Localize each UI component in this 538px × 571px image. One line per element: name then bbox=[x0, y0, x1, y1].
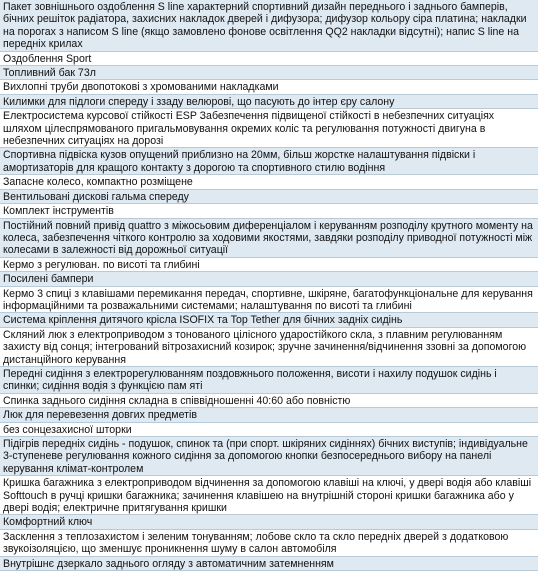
list-item: без сонцезахисної шторки bbox=[0, 423, 538, 437]
list-item: Постійний повний привід quattro з міжосьовим диференціалом і керуванням розподілу крутного моменту на колеса, забезпечення чіткого контролю за ходовими якостями, завдяки розподілу приводної потужності між колесами в залежності від дорожньої ситуації bbox=[0, 219, 538, 258]
list-item: Підігрів передніх сидінь - подушок, спинок та (при спорт. шкіряних сидіннях) бічних виступів; індивідуальне 3-ступеневе регулювання кожного сидіння за допомогою кнопки безпосереднього вибору на панелі керування клімат-контролем bbox=[0, 437, 538, 476]
list-item: Передні сидіння з електрорегулюванням поздовжнього положення, висоти і нахилу подушок сидінь і спинки; сидіння водія з функцією пам яті bbox=[0, 367, 538, 394]
list-item: Посилені бампери bbox=[0, 272, 538, 286]
list-item: Засклення з теплозахистом і зеленим тонуванням; лобове скло та скло передніх дверей з додатковою звукоізоляцією, що зменшує проникнення шуму в салон автомобіля bbox=[0, 530, 538, 557]
list-item: Килимки для підлоги спереду і ззаду велюрові, що пасують до інтер єру салону bbox=[0, 95, 538, 109]
list-item: Вихлопні труби двопотокові з хромованими накладками bbox=[0, 80, 538, 94]
list-item: Кришка багажника з електроприводом відчинення за допомогою клавіші на ключі, у двері водія або клавіші Softtouch в ручці кришки багажника; зачинення клавішею на внутрішній стороні кришки багажника або у двері водія; електричне притягування кришки bbox=[0, 476, 538, 515]
list-item: Кермо 3 спиці з клавішами перемикання передач, спортивне, шкіряне, багатофункціональне для керування інформаційними та розважальними системами; налаштування по висоті та глибині bbox=[0, 287, 538, 314]
list-item: Скляний люк з електроприводом з тонованого цілісного ударостійкого скла, з плавним регулюванням захисту від сонця; інтегрований вітрозахисний козирок; зручне зачинення/відчинення ззовні за допомогою дистанційного керування bbox=[0, 328, 538, 367]
list-item: Пакет зовнішнього оздоблення S line характерний спортивний дизайн переднього і заднього бамперів, бічних решіток радіатора, захисних накладок дверей і дифузора; дифузор кольору сіра платина; накладки на порогах з написом S line (якщо замовлено фонове освітлення QQ2 накладки відсутні); напис S line на передніх крилах bbox=[0, 0, 538, 52]
list-item: Спинка заднього сидіння складна в співвідношенні 40:60 або повністю bbox=[0, 394, 538, 408]
list-item: Топливний бак 73л bbox=[0, 66, 538, 80]
list-item: Комплект інструментів bbox=[0, 204, 538, 218]
list-item: Люк для перевезення довгих предметів bbox=[0, 408, 538, 422]
list-item: Комфортний ключ bbox=[0, 515, 538, 529]
list-item: Спортивна підвіска кузов опущений приблизно на 20мм, більш жорстке налаштування підвіски і амортизаторів для кращого контакту з дорогою та спортивного стилю водіння bbox=[0, 148, 538, 175]
list-item: Оздоблення Sport bbox=[0, 52, 538, 66]
list-item: Електросистема курсової стійкості ESP Забезпечення підвищеної стійкості в небезпечних ситуаціях шляхом цілеспрямованого пригальмовування окремих коліс та регулювання потужності двигуна в небезпечних ситуаціях на дорозі bbox=[0, 109, 538, 148]
list-item: Внутрішнє дзеркало заднього огляду з автоматичним затемненням bbox=[0, 557, 538, 571]
list-item: Вентильовані дискові гальма спереду bbox=[0, 190, 538, 204]
list-item: Запасне колесо, компактно розміщене bbox=[0, 175, 538, 189]
list-item: Система кріплення дитячого крісла ISOFIX та Top Tether для бічних задніх сидінь bbox=[0, 313, 538, 327]
list-item: Кермо з регулюван. по висоті та глибині bbox=[0, 258, 538, 272]
